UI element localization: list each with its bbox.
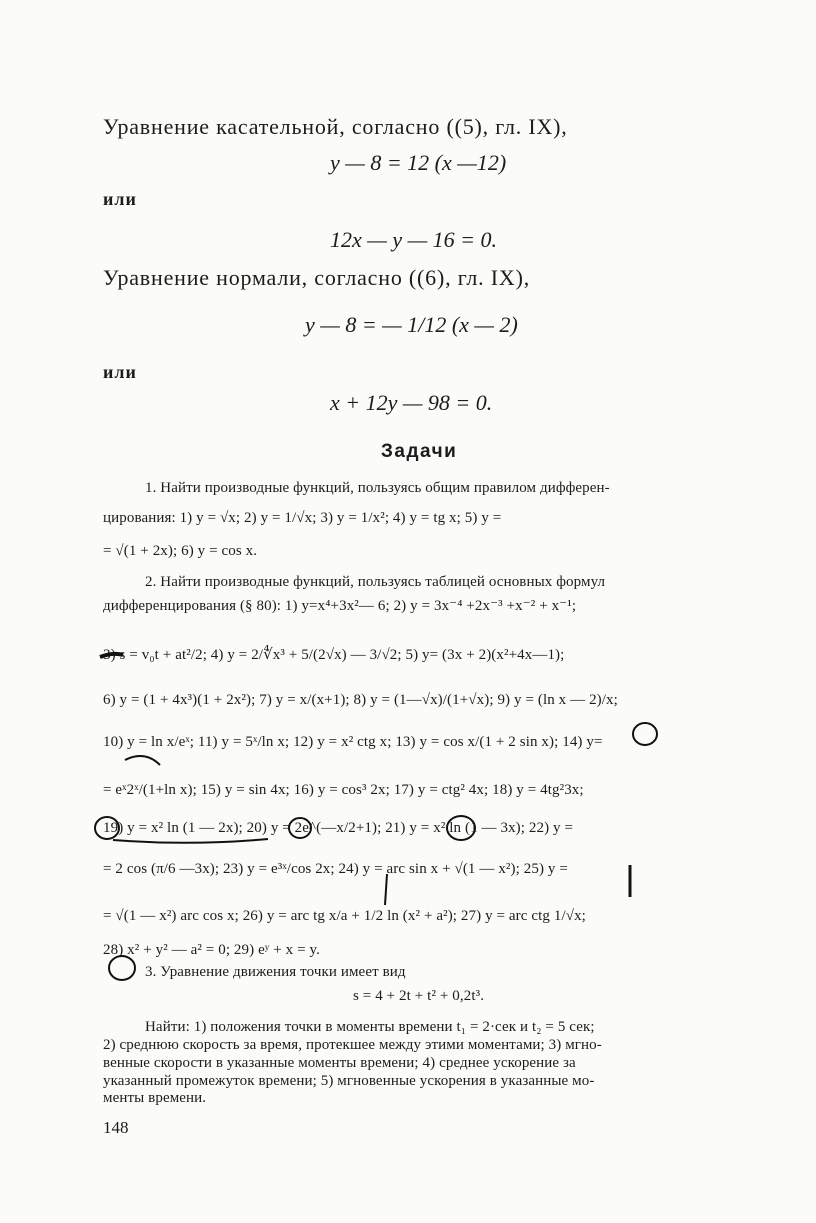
problem-2-line-4: 6) y = (1 + 4x³)(1 + 2x²); 7) y = x/(x+1); 8) y = (1—√x)/(1+√x); 9) y = (ln x — 2)/x; [103, 692, 618, 708]
circled-number-mark [289, 818, 311, 838]
problem-3-line-5: указанный промежуток времени; 5) мгновенные ускорения в указанные мо- [103, 1073, 595, 1089]
normal-intro: Уравнение нормали, согласно ((6), гл. IX), [103, 265, 531, 290]
circled-number-mark [95, 817, 119, 839]
problem-2-line-5: 10) y = ln x/eˣ; 11) y = 5ˣ/ln x; 12) y = x² ctg x; 13) y = cos x/(1 + 2 sin x); 14) y= [103, 734, 603, 750]
section-title: Задачи [381, 441, 458, 462]
problem-3-line-2: Найти: 1) положения точки в моменты времени t₁ = 2·сек и t₂ = 5 сек; [145, 1019, 595, 1035]
tangent-equation-general: 12x — y — 16 = 0. [330, 227, 497, 252]
page-number: 148 [103, 1118, 129, 1137]
circled-number-mark [447, 816, 475, 840]
problem-2-line-3: 3) s = v₀t + at²/2; 4) y = 2/∜x³ + 5/(2√x) — 3/√2; 5) y= (3x + 2)(x²+4x—1); [103, 647, 565, 663]
problem-2-line-6: = eˣ2ˣ/(1+ln x); 15) y = sin 4x; 16) y = cos³ 2x; 17) y = ctg² 4x; 18) y = 4tg²3x; [103, 782, 584, 798]
problem-3-line-3: 2) среднюю скорость за время, протекшее между этими моментами; 3) мгно- [103, 1037, 602, 1053]
pen-bracket-mark [385, 874, 387, 905]
normal-equation: y — 8 = — 1/12 (x — 2) [305, 312, 518, 337]
problem-2-line-10: 28) x² + y² — a² = 0; 29) eʸ + x = y. [103, 942, 320, 958]
problem-3-line-4: венные скорости в указанные моменты времени; 4) среднее ускорение за [103, 1055, 576, 1071]
pen-bracket-mark [125, 756, 160, 765]
tangent-intro: Уравнение касательной, согласно ((5), гл. IX), [103, 114, 568, 139]
problem-3-line-1: 3. Уравнение движения точки имеет вид [145, 964, 406, 980]
problem-3-equation: s = 4 + 2t + t² + 0,2t³. [353, 988, 485, 1004]
problem-2-line-2: дифференцирования (§ 80): 1) y=x⁴+3x²— 6; 2) y = 3x⁻⁴ +2x⁻³ +x⁻² + x⁻¹; [103, 598, 577, 614]
problem-1-line-3: = √(1 + 2x); 6) y = cos x. [103, 543, 258, 559]
problem-2-line-1: 2. Найти производные функций, пользуясь таблицей основных формул [145, 574, 606, 590]
problem-1-line-1: 1. Найти производные функций, пользуясь общим правилом дифферен- [145, 480, 610, 496]
or-label: или [103, 362, 137, 382]
pen-underline-mark [113, 839, 268, 843]
problem-2-line-8: = 2 cos (π/6 —3x); 23) y = e³ˣ/cos 2x; 24) y = arc sin x + √(1 — x²); 25) y = [103, 861, 568, 877]
circled-number-mark [109, 956, 135, 980]
or-label: или [103, 189, 137, 209]
problem-3-line-6: менты времени. [103, 1090, 207, 1106]
circled-number-mark [633, 723, 657, 745]
normal-equation-general: x + 12y — 98 = 0. [330, 390, 493, 415]
problem-2-line-9: = √(1 — x²) arc cos x; 26) y = arc tg x/a + 1/2 ln (x² + a²); 27) y = arc ctg 1/√x; [103, 908, 586, 924]
problem-1-line-2: цирования: 1) y = √x; 2) y = 1/√x; 3) y = 1/x²; 4) y = tg x; 5) y = [103, 510, 502, 526]
problem-2-line-7: 19) y = x² ln (1 — 2x); 20) y = 2e^(—x/2+1); 21) y = x² ln (1 — 3x); 22) y = [103, 820, 574, 836]
tangent-equation: y — 8 = 12 (x —12) [330, 150, 507, 175]
pen-underline-mark [100, 654, 123, 657]
